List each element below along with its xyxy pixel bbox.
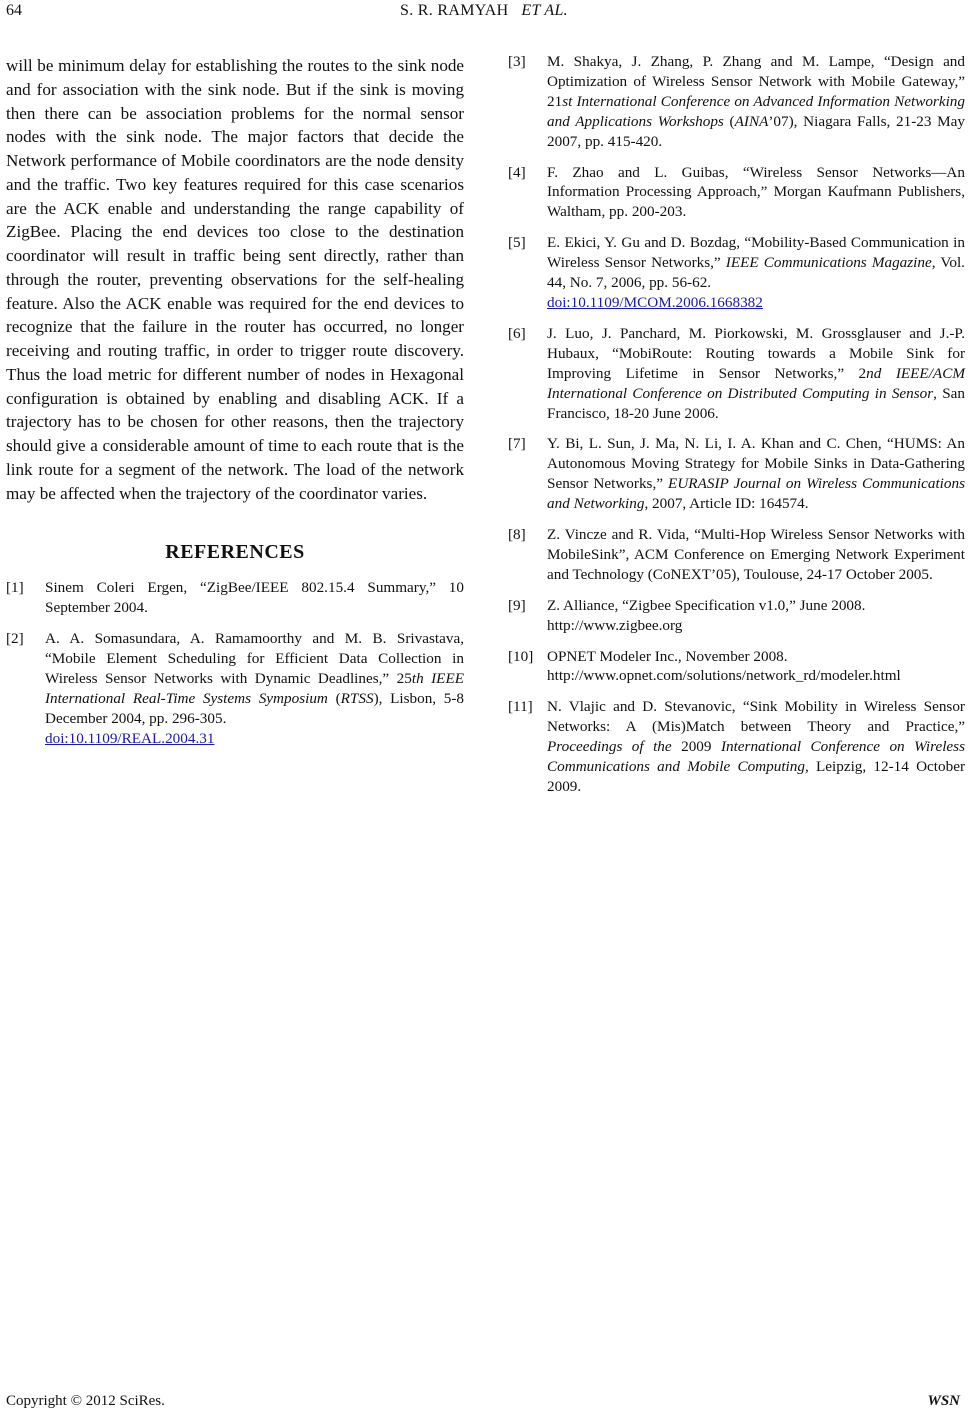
reference-number: [6] [508, 324, 526, 342]
reference-item [6, 578, 464, 618]
reference-text: J. Luo, J. Panchard, M. Piorkowski, M. Grossglauser and J.-P. Hubaux, “MobiRoute: Routing towards a Mobile Sink for Improving Lifetime in Sensor Networks,” 2nd IEEE/ACM International Conference on Distributed Computing in Sensor, San Francisco, 18-20 June 2006. [547, 324, 965, 422]
reference-text: E. Ekici, Y. Gu and D. Bozdag, “Mobility-Based Communication in Wireless Sensor Networks,” IEEE Communications Magazine, Vol. 44, No. 7, 2006, pp. 56-62. doi:10.1109/MCOM.2006.1668382 [547, 234, 965, 311]
reference-number: [1] [6, 579, 24, 597]
running-title [0, 2, 968, 20]
left-column [6, 54, 464, 760]
reference-text: A. A. Somasundara, A. Ramamoorthy and M. B. Srivastava, “Mobile Element Scheduling for Efficient Data Collection in Wireless Sensor Networks with Dynamic Deadlines,” 25th IEEE International Real-Time Systems Symposium (RTSS), Lisbon, 5-8 December 2004, pp. 296-305. doi:10.1109/REAL.2004.31 [45, 630, 465, 747]
page-header [0, 0, 968, 24]
page-number: 64 [6, 2, 22, 19]
reference-number: [7] [508, 435, 526, 453]
reference-item [508, 596, 965, 636]
reference-url[interactable]: http://www.zigbee.org [547, 616, 683, 634]
reference-number: [11] [508, 698, 533, 716]
reference-text: OPNET Modeler Inc., November 2008. http://www.opnet.com/solutions/network_rd/modeler.html [547, 647, 901, 685]
reference-text: M. Shakya, J. Zhang, P. Zhang and M. Lampe, “Design and Optimization of Wireless Sensor Network with Mobile Gateway,” 21st International Conference on Advanced Information Networking and Applications Workshops (AINA’07), Niagara Falls, 21-23 May 2007, pp. 415-420. [547, 53, 965, 150]
references-heading: REFERENCES [165, 541, 305, 564]
reference-item [508, 233, 965, 313]
reference-item [508, 525, 965, 585]
reference-item [508, 434, 965, 514]
reference-item [508, 324, 965, 424]
reference-number: [10] [508, 647, 534, 665]
reference-text: F. Zhao and L. Guibas, “Wireless Sensor Networks—An Information Processing Approach,” Morgan Kaufmann Publishers, Waltham, pp. 200-203. [547, 163, 965, 221]
reference-text: N. Vlajic and D. Stevanovic, “Sink Mobility in Wireless Sensor Networks: A (Mis)Match between Theory and Practice,” Proceedings of the 2009 International Conference on Wireless Communications and Mobile Computing, Leipzig, 12-14 October 2009. [547, 698, 966, 795]
reference-number: [9] [508, 596, 526, 614]
doi-link[interactable]: doi:10.1109/REAL.2004.31 [45, 729, 215, 747]
reference-url[interactable]: http://www.opnet.com/solutions/network_rd/modeler.html [547, 667, 901, 685]
reference-text: Y. Bi, L. Sun, J. Ma, N. Li, I. A. Khan and C. Chen, “HUMS: An Autonomous Moving Strategy for Mobile Sinks in Data-Gathering Sensor Networks,” EURASIP Journal on Wireless Communications and Networking, 2007, Article ID: 164574. [547, 435, 965, 513]
reference-text: Sinem Coleri Ergen, “ZigBee/IEEE 802.15.4 Summary,” 10 September 2004. [45, 579, 464, 617]
reference-item [508, 52, 965, 152]
reference-number: [4] [508, 163, 526, 181]
reference-item [508, 697, 965, 797]
reference-text: Z. Alliance, “Zigbee Specification v1.0,” June 2008. http://www.zigbee.org [547, 596, 866, 634]
body-paragraph: will be minimum delay for establishing the routes to the sink node and for association with the sink node. But if the sink is moving then there can be association problems for the normal sensor nodes with the sink node. The major factors that decide the Network performance of Mobile coordinators are the node density and the traffic. Two key features required for this case scenarios are the ACK enable and understanding the range capability of ZigBee. Placing the end devices too close to the destination coordinator will result in traffic being sent directly, rather than through the router, preventing observations for the self-healing feature. Also the ACK enable was required for the end devices to recognize that the failure in the router has occurred, no longer receiving and routing traffic, in order to trigger route discovery. Thus the load metric for different number of nodes in Hexagonal configuration is obtained by enabling and disabling ACK. If a trajectory has to be chosen for other reasons, then the trajectory should give a considerable amount of time to each route that is the link route for a segment of the network. The load of the network may be affected when the trajectory of the coordinator varies. [6, 56, 464, 503]
reference-number: [3] [508, 53, 526, 70]
reference-item [508, 163, 965, 223]
copyright-text: Copyright © 2012 SciRes. [6, 1393, 165, 1409]
doi-link[interactable]: doi:10.1109/MCOM.2006.1668382 [547, 293, 763, 311]
reference-item [6, 629, 464, 748]
reference-number: [5] [508, 234, 526, 252]
reference-text: Z. Vincze and R. Vida, “Multi-Hop Wireless Sensor Networks with MobileSink”, ACM Conference on Emerging Network Experiment and Technology (CoNEXT’05), Toulouse, 24-17 October 2005. [547, 526, 965, 583]
running-title-et-al: ET AL. [521, 2, 568, 19]
reference-item [508, 647, 965, 687]
journal-abbrev: WSN [927, 1393, 960, 1409]
right-column [508, 52, 965, 808]
reference-number: [8] [508, 526, 526, 544]
reference-number: [2] [6, 630, 24, 648]
running-title-author: S. R. RAMYAH [400, 2, 509, 19]
